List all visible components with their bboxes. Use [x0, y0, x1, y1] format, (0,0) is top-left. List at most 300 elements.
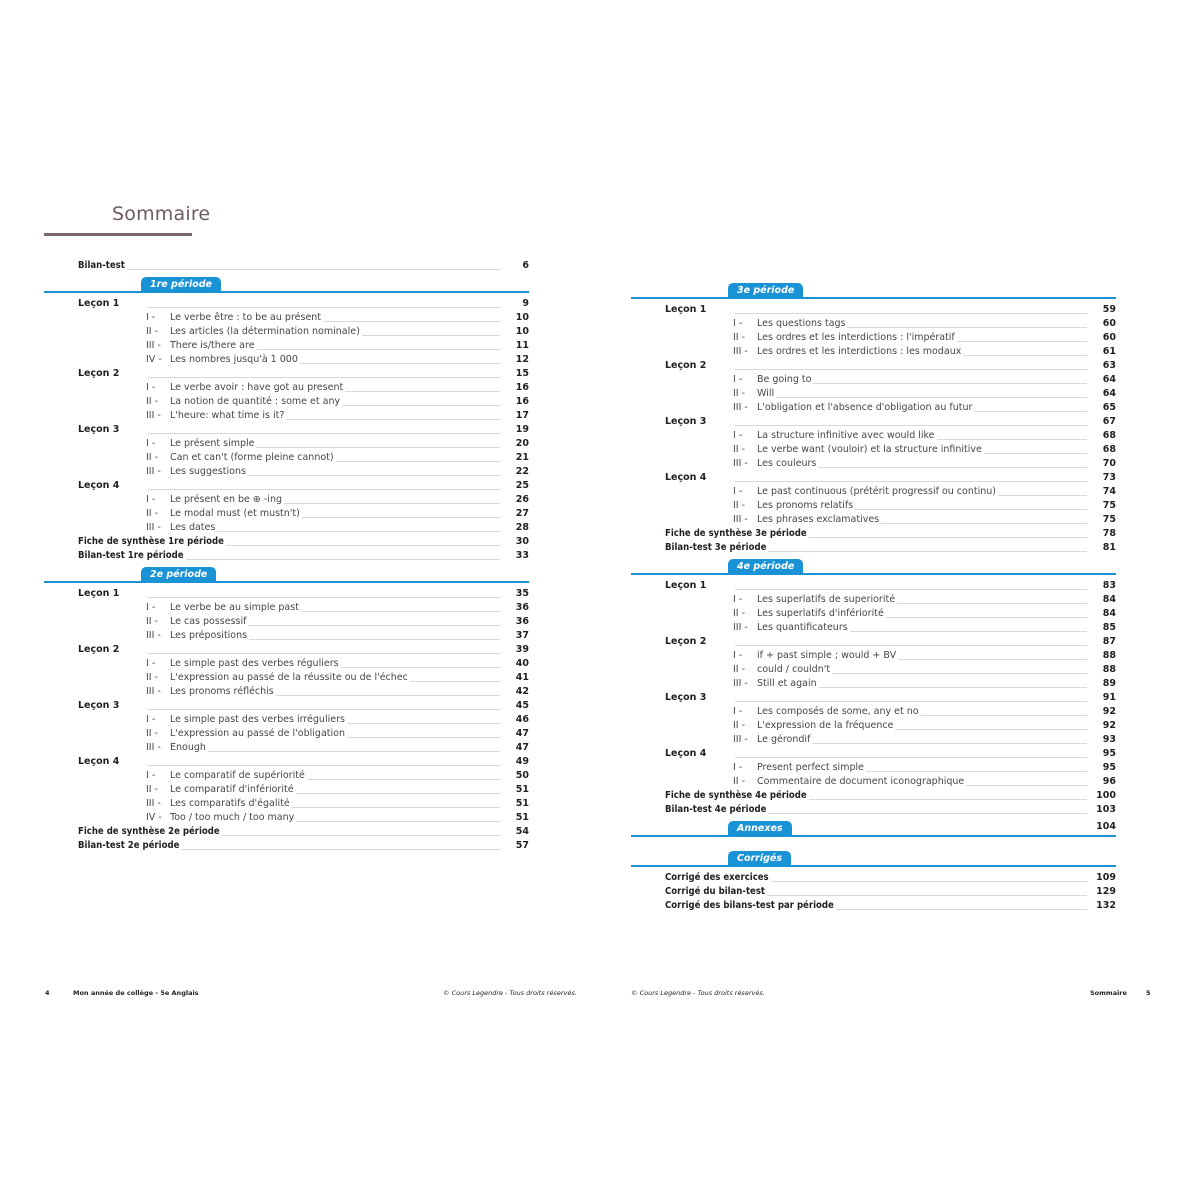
toc-left	[44, 259, 529, 853]
toc-entry-label	[44, 615, 248, 629]
toc-subentry[interactable]	[631, 345, 1116, 359]
toc-entry-label: Leçon 3	[44, 423, 148, 437]
toc-lesson[interactable]	[631, 747, 1116, 761]
toc-page-number: 47	[515, 742, 529, 753]
toc-entry-label: Leçon 4	[631, 471, 735, 485]
toc-subentry[interactable]	[631, 663, 1116, 677]
toc-lesson[interactable]	[44, 297, 529, 311]
toc-entry-text: if + past simple ; would + BV	[757, 650, 897, 661]
toc-entry-text: Les phrases exclamatives	[757, 514, 880, 525]
toc-entry-number: I -	[146, 770, 156, 781]
toc-subentry[interactable]	[44, 465, 529, 479]
toc-page-number: 95	[1102, 762, 1116, 773]
toc-subentry[interactable]	[631, 457, 1116, 471]
period-section	[631, 557, 1116, 579]
toc-entry-number: I -	[733, 374, 743, 385]
toc-entry-label	[44, 741, 208, 755]
toc-page-number: 100	[1096, 790, 1116, 801]
toc-page-number: 75	[1102, 500, 1116, 511]
toc-page-number: 61	[1102, 346, 1116, 357]
toc-page-number: 84	[1102, 608, 1116, 619]
toc-page-number: 12	[515, 354, 529, 365]
toc-subentry[interactable]	[631, 705, 1116, 719]
dot-leader	[292, 807, 500, 808]
toc-entry-text: Les prépositions	[170, 630, 248, 641]
toc-entry-number: III -	[146, 522, 161, 533]
toc-entry-text: Le simple past des verbes réguliers	[170, 658, 339, 669]
toc-page-number: 19	[515, 424, 529, 435]
toc-entry-label	[631, 761, 866, 775]
dot-leader	[301, 611, 500, 612]
toc-page-number: 41	[515, 672, 529, 683]
toc-subentry[interactable]	[44, 727, 529, 741]
toc-page-number: 47	[515, 728, 529, 739]
toc-entry-number: II -	[733, 388, 746, 399]
toc-subentry[interactable]	[631, 443, 1116, 457]
toc-entry-text: Les couleurs	[757, 458, 817, 469]
toc-entry-number: I -	[733, 486, 743, 497]
section-tab[interactable]: 3e période	[728, 283, 803, 297]
toc-subentry[interactable]	[631, 513, 1116, 527]
dot-leader	[812, 743, 1087, 744]
toc-page-number: 60	[1102, 318, 1116, 329]
toc-subentry[interactable]	[631, 387, 1116, 401]
toc-entry-label	[631, 457, 818, 471]
toc-page-number: 54	[515, 826, 529, 837]
toc-entry-text: La structure infinitive avec would like	[757, 430, 935, 441]
toc-page-number: 51	[515, 784, 529, 795]
toc-lesson[interactable]	[44, 699, 529, 713]
toc-entry-label: Leçon 3	[631, 415, 735, 429]
toc-entry-label	[631, 317, 847, 331]
period-section	[44, 565, 529, 587]
toc-page-number: 57	[515, 840, 529, 851]
toc-page-number: 84	[1102, 594, 1116, 605]
toc-subentry[interactable]	[631, 593, 1116, 607]
toc-entry-text: Le présent simple	[170, 438, 255, 449]
toc-entry-label: Leçon 4	[44, 479, 148, 493]
toc-entry-label	[631, 621, 850, 635]
toc-entry-label	[44, 325, 362, 339]
toc-entry-label	[44, 507, 302, 521]
toc-entry-label	[631, 485, 998, 499]
dot-leader	[984, 453, 1087, 454]
dot-leader	[898, 659, 1087, 660]
toc-subentry[interactable]	[631, 373, 1116, 387]
toc-fiche-synthese[interactable]	[44, 535, 529, 549]
toc-entry-label	[631, 345, 963, 359]
toc-page-number: 40	[515, 658, 529, 669]
toc-entry-number: II -	[146, 508, 159, 519]
toc-entry-label	[44, 465, 248, 479]
toc-entry-label: Fiche de synthèse 2e période	[44, 825, 222, 839]
toc-subentry[interactable]	[631, 677, 1116, 691]
dot-leader	[249, 639, 500, 640]
toc-entry-label	[44, 713, 347, 727]
toc-entry-text: Le verbe want (vouloir) et la structure infinitive	[757, 444, 982, 455]
toc-entry-text: Le cas possessif	[170, 616, 247, 627]
dot-leader	[768, 551, 1087, 552]
toc-page-number: 60	[1102, 332, 1116, 343]
toc-page-number: 74	[1102, 486, 1116, 497]
toc-entry-label: Leçon 1	[44, 297, 148, 311]
toc-entry-label: Bilan-test 4e période	[631, 803, 768, 817]
toc-page-number: 45	[515, 700, 529, 711]
dot-leader	[836, 909, 1087, 910]
toc-fiche-synthese[interactable]	[44, 825, 529, 839]
dot-leader	[345, 391, 500, 392]
toc-subentry[interactable]	[44, 811, 529, 825]
toc-entry-number: III -	[146, 742, 161, 753]
toc-subentry[interactable]	[44, 339, 529, 353]
toc-entry-text: L'expression au passé de l'obligation	[170, 728, 345, 739]
toc-entry-label: Corrigé des bilans-test par période	[631, 899, 836, 913]
toc-subentry[interactable]	[631, 331, 1116, 345]
dot-leader	[735, 481, 1087, 482]
toc-subentry[interactable]	[631, 401, 1116, 415]
toc-entry-text: L'obligation et l'absence d'obligation au futur	[757, 402, 973, 413]
toc-entry-label	[631, 607, 886, 621]
section-tab[interactable]: 2e période	[141, 567, 216, 581]
toc-entry-text: Les ordres et les interdictions : les modaux	[757, 346, 962, 357]
toc-entry-text: Les questions tags	[757, 318, 846, 329]
toc-page-number: 88	[1102, 664, 1116, 675]
toc-corrige[interactable]	[631, 871, 1116, 885]
toc-entry-text: Will	[757, 388, 775, 399]
toc-entry-text: Le simple past des verbes irréguliers	[170, 714, 345, 725]
toc-subentry[interactable]	[44, 311, 529, 325]
toc-page-number: 10	[515, 312, 529, 323]
toc-bilan-test[interactable]	[44, 839, 529, 853]
toc-entry-number: I -	[146, 494, 156, 505]
section-tab[interactable]: 1re période	[141, 277, 221, 291]
annexes-section	[631, 819, 1116, 841]
toc-entry-label	[631, 649, 898, 663]
toc-entry-label	[44, 339, 257, 353]
dot-leader	[771, 881, 1087, 882]
toc-page-number: 103	[1096, 804, 1116, 815]
toc-entry-label: Leçon 2	[631, 635, 735, 649]
toc-subentry[interactable]	[44, 769, 529, 783]
toc-lesson[interactable]	[44, 367, 529, 381]
dot-leader	[148, 653, 500, 654]
toc-entry-text: Les articles (la détermination nominale)	[170, 326, 360, 337]
toc-entry-label: Leçon 3	[44, 699, 148, 713]
toc-page-number: 51	[515, 798, 529, 809]
dot-leader	[248, 475, 500, 476]
toc-page-number: 42	[515, 686, 529, 697]
dot-leader	[286, 419, 500, 420]
toc-subentry[interactable]	[44, 741, 529, 755]
dot-leader	[768, 813, 1087, 814]
toc-lesson[interactable]	[631, 359, 1116, 373]
toc-subentry[interactable]	[44, 493, 529, 507]
toc-subentry[interactable]	[44, 451, 529, 465]
toc-entry-label: Bilan-test 2e période	[44, 839, 181, 853]
toc-page-number: 36	[515, 616, 529, 627]
toc-page-number: 89	[1102, 678, 1116, 689]
toc-subentry[interactable]	[44, 437, 529, 451]
toc-corrige[interactable]	[631, 899, 1116, 913]
toc-subentry[interactable]	[631, 317, 1116, 331]
spacer	[631, 841, 1116, 847]
toc-bilan-test[interactable]	[631, 803, 1116, 817]
toc-entry-number: I -	[146, 438, 156, 449]
dot-leader	[963, 355, 1087, 356]
toc-subentry[interactable]	[44, 601, 529, 615]
toc-entry-number: I -	[733, 430, 743, 441]
toc-entry-label	[631, 705, 921, 719]
toc-entry-label	[631, 775, 966, 789]
toc-page-number: 28	[515, 522, 529, 533]
footer-section: Sommaire	[1090, 989, 1127, 997]
toc-subentry[interactable]	[631, 485, 1116, 499]
toc-entry-text: Le verbe être : to be au présent	[170, 312, 322, 323]
toc-entry-number: II -	[146, 326, 159, 337]
toc-entry-text: could / couldn't	[757, 664, 831, 675]
toc-page-number: 68	[1102, 444, 1116, 455]
period-section	[44, 275, 529, 297]
toc-entry-text: Les dates	[170, 522, 216, 533]
section-tab[interactable]: Annexes	[728, 821, 792, 835]
toc-page-number: 39	[515, 644, 529, 655]
footer-page-number: 5	[1146, 989, 1151, 997]
toc-entry-number: II -	[733, 608, 746, 619]
toc-entry-text: Les pronoms relatifs	[757, 500, 854, 511]
dot-leader	[735, 645, 1087, 646]
dot-leader	[127, 269, 500, 270]
toc-entry-label: Leçon 4	[44, 755, 148, 769]
toc-entry-label	[631, 677, 819, 691]
toc-lesson[interactable]	[631, 303, 1116, 317]
dot-leader	[148, 307, 500, 308]
toc-subentry[interactable]	[44, 395, 529, 409]
toc-lesson[interactable]	[44, 479, 529, 493]
dot-leader	[895, 729, 1087, 730]
dot-leader	[347, 723, 500, 724]
toc-entry-number: II -	[733, 500, 746, 511]
toc-fiche-synthese[interactable]	[631, 789, 1116, 803]
toc-entry-text: Le modal must (et mustn't)	[170, 508, 300, 519]
toc-lesson[interactable]	[631, 415, 1116, 429]
toc-entry-text: Too / too much / too many	[170, 812, 295, 823]
toc-subentry[interactable]	[631, 429, 1116, 443]
dot-leader	[222, 835, 500, 836]
period-section	[631, 281, 1116, 303]
toc-subentry[interactable]	[44, 797, 529, 811]
toc-entry-number: I -	[733, 594, 743, 605]
toc-page-number: 16	[515, 382, 529, 393]
toc-entry-label	[631, 373, 813, 387]
toc-entry-label	[631, 331, 957, 345]
toc-entry-label	[44, 437, 256, 451]
toc-entry-text: Still et again	[757, 678, 817, 689]
toc-entry-text: L'expression au passé de la réussite ou de l'échec	[170, 672, 408, 683]
toc-entry-text: Enough	[170, 742, 206, 753]
toc-page-number: 96	[1102, 776, 1116, 787]
toc-subentry[interactable]	[44, 671, 529, 685]
dot-leader	[881, 523, 1087, 524]
dot-leader	[847, 327, 1087, 328]
toc-fiche-synthese[interactable]	[631, 527, 1116, 541]
toc-entry-text: Can et can't (forme pleine cannot)	[170, 452, 334, 463]
toc-entry-number: III -	[733, 514, 748, 525]
toc-entry-text: Les superlatifs d'infériorité	[757, 608, 884, 619]
toc-page-number: 9	[522, 298, 529, 309]
dot-leader	[307, 779, 500, 780]
toc-subentry[interactable]	[44, 353, 529, 367]
toc-subentry[interactable]	[44, 409, 529, 423]
toc-page-number: 75	[1102, 514, 1116, 525]
toc-page-number: 68	[1102, 430, 1116, 441]
page-title: Sommaire	[112, 203, 211, 225]
toc-bilan-test[interactable]	[44, 259, 529, 273]
toc-entry-number: I -	[733, 762, 743, 773]
dot-leader	[226, 545, 500, 546]
toc-page-number: 49	[515, 756, 529, 767]
toc-entry-number: III -	[146, 466, 161, 477]
dot-leader	[866, 771, 1087, 772]
toc-entry-label	[631, 733, 812, 747]
toc-lesson[interactable]	[44, 423, 529, 437]
toc-entry-label	[631, 499, 855, 513]
section-rule	[44, 581, 529, 583]
toc-subentry[interactable]	[631, 621, 1116, 635]
toc-entry-text: Les pronoms réfléchis	[170, 686, 274, 697]
corriges-section	[631, 849, 1116, 871]
toc-entry-number: II -	[733, 664, 746, 675]
toc-subentry[interactable]	[631, 719, 1116, 733]
dot-leader	[735, 313, 1087, 314]
toc-entry-number: III -	[733, 622, 748, 633]
toc-entry-label: Bilan-test 1re période	[44, 549, 186, 563]
dot-leader	[341, 667, 500, 668]
toc-page-number: 46	[515, 714, 529, 725]
dot-leader	[767, 895, 1087, 896]
toc-entry-text: Le comparatif de supériorité	[170, 770, 305, 781]
toc-page-number: 64	[1102, 388, 1116, 399]
toc-lesson[interactable]	[631, 471, 1116, 485]
toc-entry-number: I -	[146, 382, 156, 393]
toc-page-number: 15	[515, 368, 529, 379]
toc-lesson[interactable]	[631, 635, 1116, 649]
dot-leader	[998, 495, 1087, 496]
toc-entry-label	[631, 719, 895, 733]
toc-lesson[interactable]	[631, 579, 1116, 593]
dot-leader	[362, 335, 500, 336]
dot-leader	[148, 597, 500, 598]
toc-page-number: 51	[515, 812, 529, 823]
toc-bilan-test[interactable]	[631, 541, 1116, 555]
toc-subentry[interactable]	[44, 615, 529, 629]
title-underline	[44, 233, 192, 236]
dot-leader	[886, 617, 1087, 618]
dot-leader	[818, 467, 1087, 468]
toc-subentry[interactable]	[44, 629, 529, 643]
toc-subentry[interactable]	[44, 783, 529, 797]
toc-page-number: 10	[515, 326, 529, 337]
toc-lesson[interactable]	[44, 643, 529, 657]
toc-subentry[interactable]	[631, 761, 1116, 775]
toc-page-number: 17	[515, 410, 529, 421]
section-tab[interactable]: 4e période	[728, 559, 803, 573]
toc-bilan-test[interactable]	[44, 549, 529, 563]
toc-subentry[interactable]	[631, 775, 1116, 789]
dot-leader	[809, 799, 1087, 800]
dot-leader	[735, 701, 1087, 702]
footer-copyright: © Cours Legendre - Tous droits réservés.	[443, 989, 577, 997]
toc-entry-text: Les comparatifs d'égalité	[170, 798, 290, 809]
toc-entry-number: IV -	[146, 354, 162, 365]
toc-subentry[interactable]	[44, 685, 529, 699]
toc-subentry[interactable]	[631, 733, 1116, 747]
toc-page-number: 95	[1102, 748, 1116, 759]
toc-subentry[interactable]	[44, 507, 529, 521]
dot-leader	[217, 531, 500, 532]
toc-entry-number: I -	[733, 318, 743, 329]
toc-entry-text: Le gérondif	[757, 734, 811, 745]
toc-subentry[interactable]	[631, 649, 1116, 663]
toc-entry-label	[631, 663, 832, 677]
toc-lesson[interactable]	[44, 587, 529, 601]
dot-leader	[276, 695, 500, 696]
toc-entry-number: II -	[146, 672, 159, 683]
toc-page-number: 20	[515, 438, 529, 449]
toc-entry-number: III -	[146, 340, 161, 351]
toc-subentry[interactable]	[44, 381, 529, 395]
toc-entry-label	[44, 685, 276, 699]
toc-entry-text: Present perfect simple	[757, 762, 864, 773]
toc-page-number: 129	[1096, 886, 1116, 897]
dot-leader	[284, 503, 500, 504]
toc-page-number: 67	[1102, 416, 1116, 427]
toc-entry-number: II -	[733, 720, 746, 731]
toc-page-number: 11	[515, 340, 529, 351]
section-tab[interactable]: Corrigés	[728, 851, 791, 865]
toc-entry-label: Bilan-test	[44, 259, 127, 273]
dot-leader	[850, 631, 1087, 632]
toc-entry-number: II -	[733, 444, 746, 455]
toc-page-number: 70	[1102, 458, 1116, 469]
toc-entry-text: Les quantificateurs	[757, 622, 848, 633]
toc-entry-number: II -	[146, 728, 159, 739]
toc-subentry[interactable]	[631, 499, 1116, 513]
toc-entry-text: L'expression de la fréquence	[757, 720, 894, 731]
toc-entry-text: Le past continuous (prétérit progressif ou continu)	[757, 486, 996, 497]
toc-corrige[interactable]	[631, 885, 1116, 899]
toc-page-number: 65	[1102, 402, 1116, 413]
toc-page-number: 30	[515, 536, 529, 547]
toc-subentry[interactable]	[44, 325, 529, 339]
toc-lesson[interactable]	[631, 691, 1116, 705]
toc-subentry[interactable]	[44, 713, 529, 727]
toc-entry-label	[44, 311, 323, 325]
toc-subentry[interactable]	[631, 607, 1116, 621]
dot-leader	[296, 821, 500, 822]
toc-subentry[interactable]	[44, 657, 529, 671]
toc-entry-number: III -	[146, 686, 161, 697]
toc-entry-number: II -	[146, 616, 159, 627]
toc-entry-number: III -	[733, 734, 748, 745]
toc-page-number: 6	[522, 260, 529, 271]
toc-subentry[interactable]	[44, 521, 529, 535]
toc-entry-text: There is/there are	[170, 340, 255, 351]
toc-lesson[interactable]	[44, 755, 529, 769]
toc-page-number: 64	[1102, 374, 1116, 385]
toc-entry-number: III -	[146, 798, 161, 809]
toc-entry-number: I -	[146, 312, 156, 323]
dot-leader	[735, 425, 1087, 426]
